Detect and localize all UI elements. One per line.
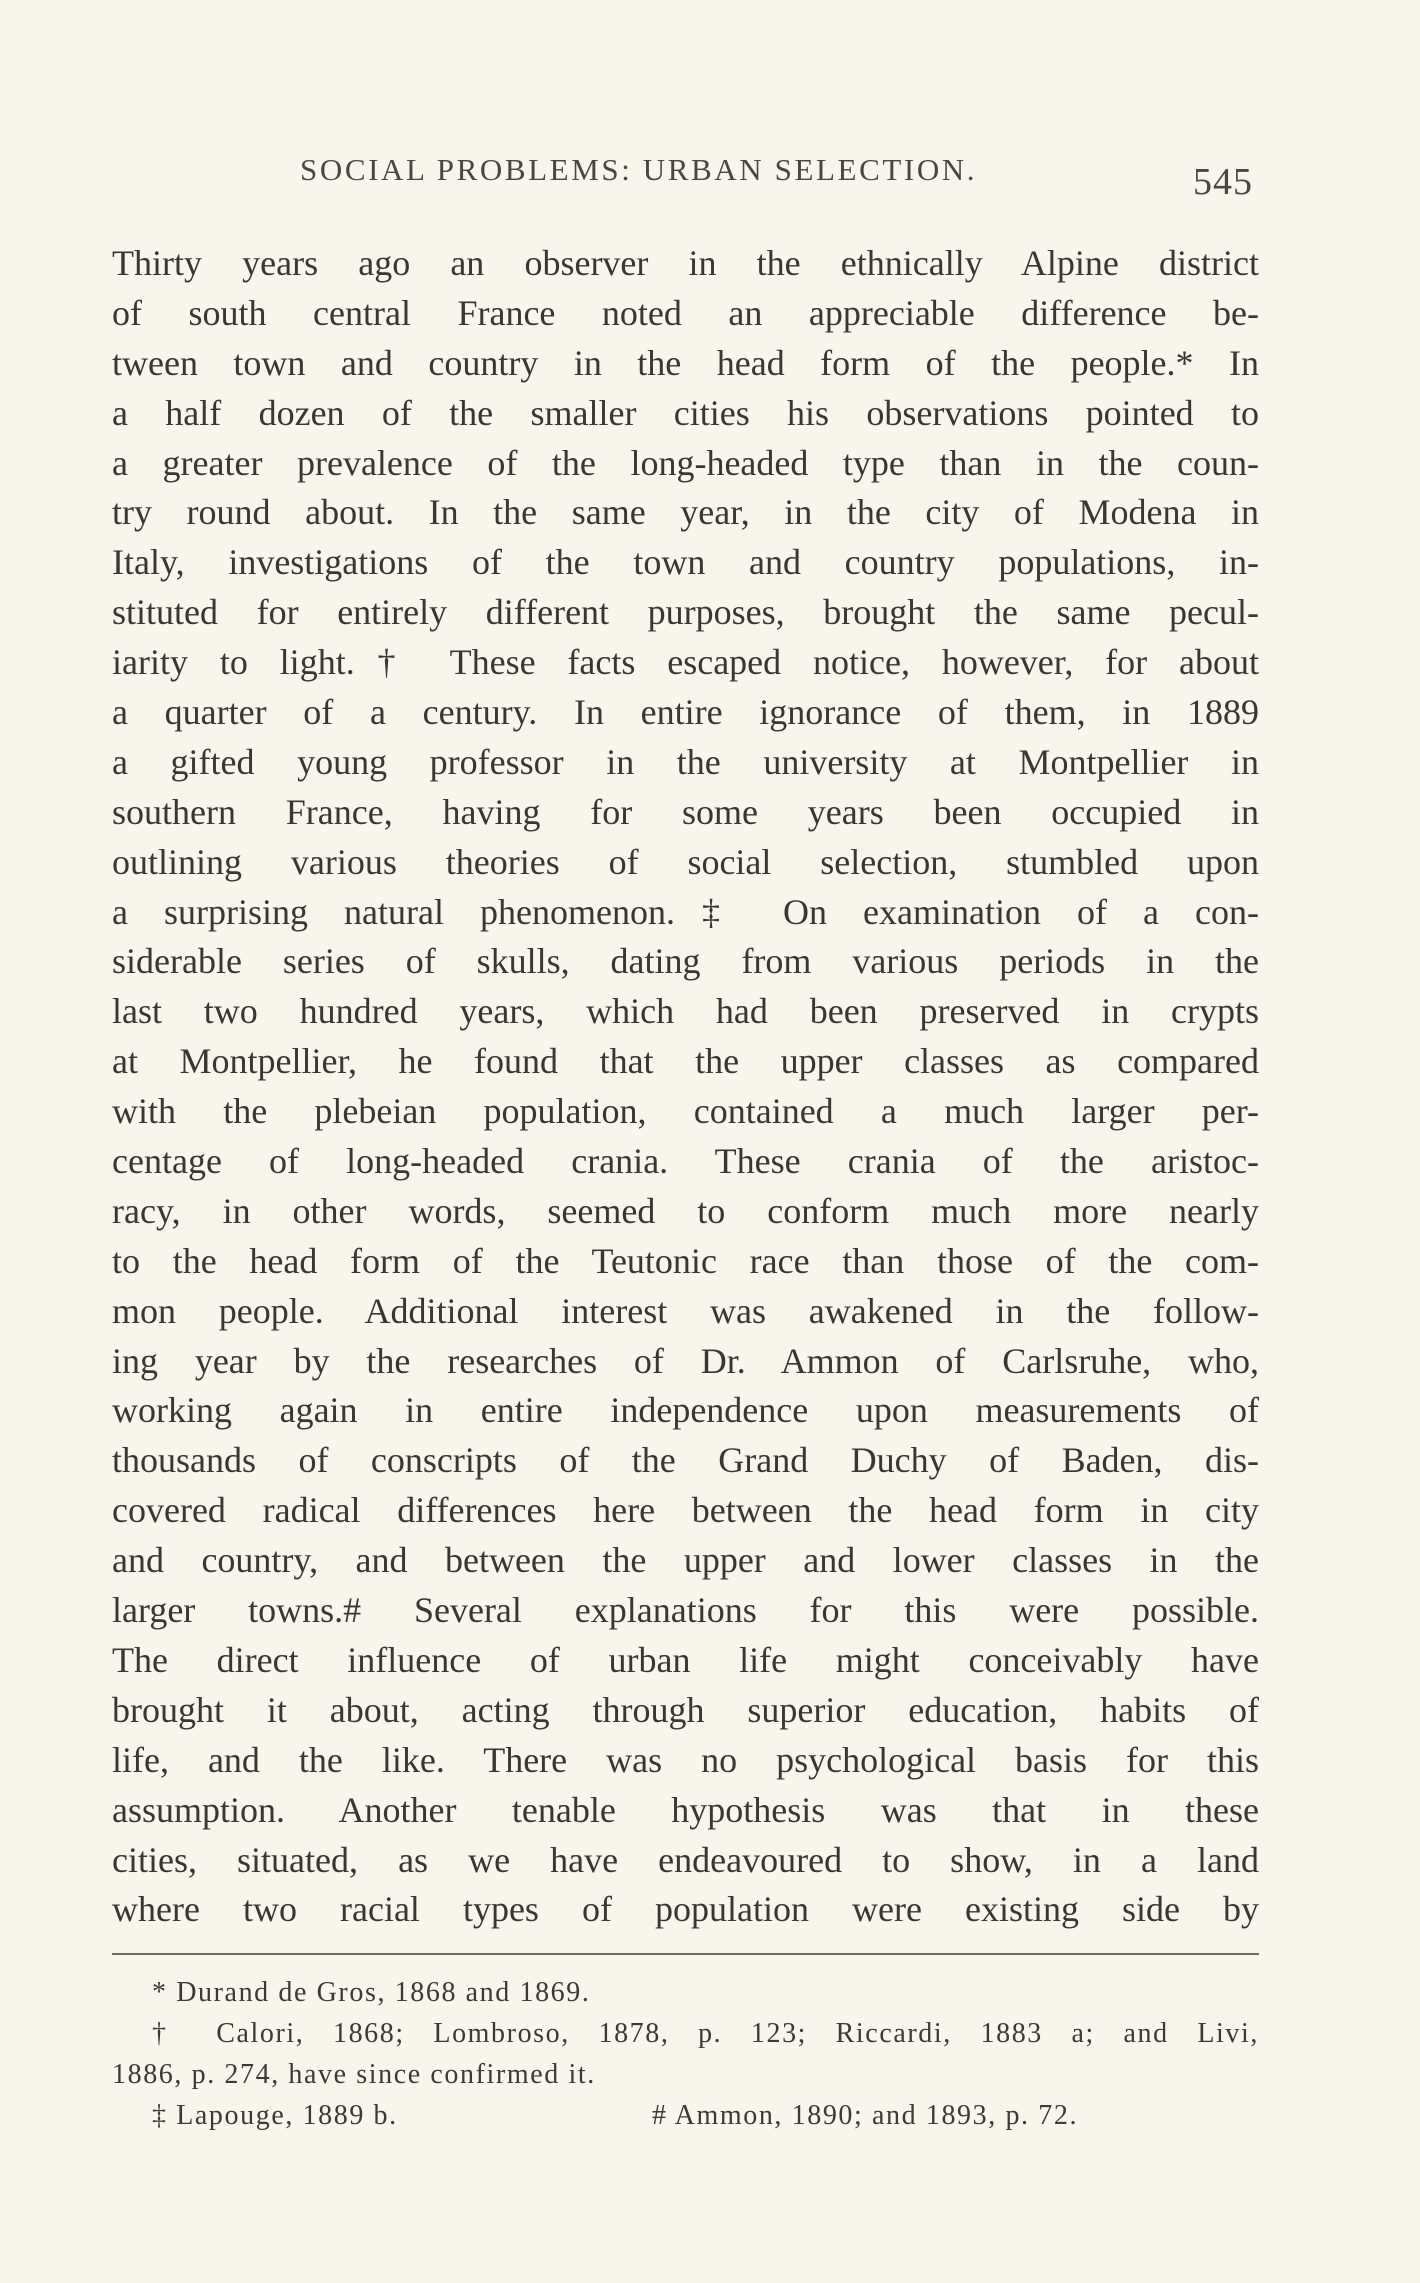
text-line: a surprising natural phenomenon.‡ On examination of a con- xyxy=(112,891,1259,932)
text-line: mon people. Additional interest was awakened in the follow- xyxy=(112,1290,1259,1331)
footnote-calori: † Calori, 1868; Lombroso, 1878, p. 123; Riccardi, 1883 a; and Livi, xyxy=(152,2018,1259,2049)
text-line: a half dozen of the smaller cities his observations pointed to xyxy=(112,392,1259,433)
text-line: at Montpellier, he found that the upper classes as compared xyxy=(112,1041,1259,1082)
text-line: thousands of conscripts of the Grand Duchy of Baden, dis- xyxy=(112,1440,1259,1481)
page-number: 545 xyxy=(1193,161,1253,203)
text-line: last two hundred years, which had been preserved in crypts xyxy=(112,991,1259,1032)
text-line: tween town and country in the head form of the people.* In xyxy=(112,342,1259,383)
text-line: a gifted young professor in the university at Montpellier in xyxy=(112,741,1259,782)
footnote-row xyxy=(112,2095,1259,2136)
text-line: outlining various theories of social selection, stumbled upon xyxy=(112,841,1259,882)
text-line: racy, in other words, seemed to conform much more nearly xyxy=(112,1190,1259,1231)
text-line: stituted for entirely different purposes, brought the same pecul- xyxy=(112,592,1259,633)
text-line: with the plebeian population, contained a much larger per- xyxy=(112,1091,1259,1132)
text-line: a quarter of a century. In entire ignorance of them, in 1889 xyxy=(112,692,1259,733)
text-line: try round about. In the same year, in the city of Modena in xyxy=(112,492,1259,533)
text-line: The direct influence of urban life might conceivably have xyxy=(112,1639,1259,1680)
text-line: of south central France noted an appreciable difference be- xyxy=(112,292,1259,333)
text-line: a greater prevalence of the long-headed type than in the coun- xyxy=(112,442,1259,483)
text-line: Italy, investigations of the town and country populations, in- xyxy=(112,542,1259,583)
text-line: working again in entire independence upon measurements of xyxy=(112,1390,1259,1431)
text-line: brought it about, acting through superior education, habits of xyxy=(112,1689,1259,1730)
footnote-durand: * Durand de Gros, 1868 and 1869. xyxy=(152,1977,591,2008)
text-line: covered radical differences here between the head form in city xyxy=(112,1490,1259,1531)
text-line: life, and the like. There was no psychological basis for this xyxy=(112,1739,1259,1780)
text-line: centage of long-headed crania. These crania of the aristoc- xyxy=(112,1141,1259,1182)
running-head: SOCIAL PROBLEMS: URBAN SELECTION. xyxy=(300,152,978,187)
footnotes xyxy=(112,1972,1259,2136)
body-paragraph xyxy=(112,239,1259,1935)
footnote-divider xyxy=(112,1953,1259,1955)
text-line: ing year by the researches of Dr. Ammon of Carlsruhe, who, xyxy=(112,1340,1259,1381)
text-line: siderable series of skulls, dating from various periods in the xyxy=(112,941,1259,982)
text-line: assumption. Another tenable hypothesis was that in these xyxy=(112,1789,1259,1830)
text-line: iarity to light.† These facts escaped notice, however, for about xyxy=(112,642,1259,683)
text-line: Thirty years ago an observer in the ethnically Alpine district xyxy=(112,243,1259,283)
text-line: where two racial types of population were existing side by xyxy=(112,1889,1259,1930)
text-line: to the head form of the Teutonic race than those of the com- xyxy=(112,1240,1259,1281)
text-line: cities, situated, as we have endeavoured to show, in a land xyxy=(112,1839,1259,1880)
footnote-lapouge: ‡ Lapouge, 1889 b. xyxy=(152,2100,398,2131)
text-line: and country, and between the upper and lower classes in the xyxy=(112,1540,1259,1581)
text-line: larger towns.# Several explanations for this were possible. xyxy=(112,1590,1259,1631)
text-line: southern France, having for some years been occupied in xyxy=(112,791,1259,832)
footnote-calori-continued: 1886, p. 274, have since confirmed it. xyxy=(112,2059,596,2090)
footnote-ammon: # Ammon, 1890; and 1893, p. 72. xyxy=(652,2100,1079,2131)
